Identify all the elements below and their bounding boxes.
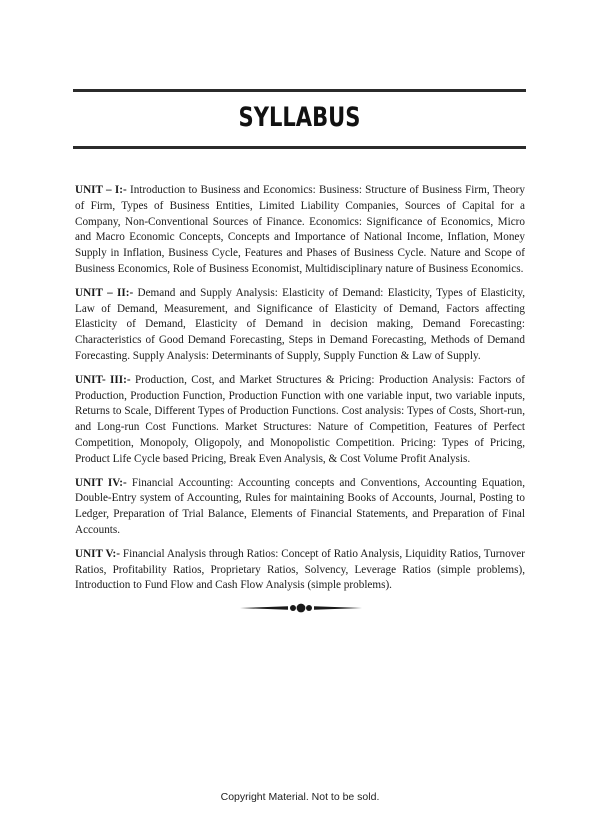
title-top-rule bbox=[73, 89, 526, 92]
unit-2-text: Demand and Supply Analysis: Elasticity of Demand: Elasticity, Types of Elasticity, Law of Demand, Measurement, and Significance of Elasticity of Demand, Factors affecting Elasticity of Demand, Elasticity of Demand in decision making, Demand Forecasting: Characteristics of Good Demand Forecasting, Steps in Demand Forecasting, Methods of Demand Forecasting. Supply Analysis: Determinants of Supply, Supply Function & Law of Supply. bbox=[75, 286, 525, 362]
unit-2-label: UNIT – II:- bbox=[75, 286, 134, 299]
unit-1-text: Introduction to Business and Economics: Business: Structure of Business Firm, Theory of Firm, Types of Business Entities, Limited Liability Companies, Sources of Capital for a Company, Non-Conventional Sources of Finance. Economics: Significance of Economics, Micro and Macro Economic Concepts, Concepts and Importance of National Income, Inflation, Money Supply in Inflation, Business Cycle, Features and Phases of Business Cycle. Nature and Scope of Business Economics, Role of Business Economist, Multidisciplinary nature of Business Economics. bbox=[75, 184, 525, 275]
unit-3-text: Production, Cost, and Market Structures & Pricing: Production Analysis: Factors of Production, Production Function, Production Function with one variable input, two variable inputs, Returns to Scale, Different Types of Production Functions. Cost analysis: Types of Costs, Short-run, and Long-run Cost Functions. Market Structures: Nature of Competition, Features of Perfect Competition, Monopoly, Oligopoly, and Monopolistic Competition. Pricing: Types of Pricing, Product Life Cycle based Pricing, Break Even Analysis, & Cost Volume Profit Analysis. bbox=[75, 373, 525, 465]
title-bottom-rule bbox=[73, 146, 526, 149]
unit-1-label: UNIT – I:- bbox=[75, 184, 127, 196]
syllabus-content bbox=[75, 183, 525, 602]
unit-3-paragraph bbox=[75, 373, 525, 468]
unit-4-text: Financial Accounting: Accounting concepts and Conventions, Accounting Equation, Double-Entry system of Accounting, Rules for maintaining Books of Accounts, Journal, Posting to Ledger, Preparation of Trial Balance, Elements of Financial Statements, and Preparation of Final Accounts. bbox=[75, 476, 525, 536]
unit-2-paragraph bbox=[75, 286, 525, 365]
page-title: SYLLABUS bbox=[238, 102, 361, 133]
ornament-divider-icon bbox=[240, 600, 362, 616]
unit-5-paragraph bbox=[75, 547, 525, 594]
unit-4-paragraph bbox=[75, 476, 525, 539]
unit-5-label: UNIT V:- bbox=[75, 547, 120, 560]
unit-1-paragraph bbox=[75, 183, 525, 278]
unit-5-text: Financial Analysis through Ratios: Concept of Ratio Analysis, Liquidity Ratios, Turnover Ratios, Profitability Ratios, Proprietary Ratios, Solvency, Leverage Ratios (simple problems), Introduction to Fund Flow and Cash Flow Analysis (simple problems). bbox=[75, 547, 526, 592]
unit-4-label: UNIT IV:- bbox=[75, 476, 127, 489]
copyright-footer: Copyright Material. Not to be sold. bbox=[220, 791, 380, 803]
unit-3-label: UNIT- III:- bbox=[75, 373, 131, 386]
